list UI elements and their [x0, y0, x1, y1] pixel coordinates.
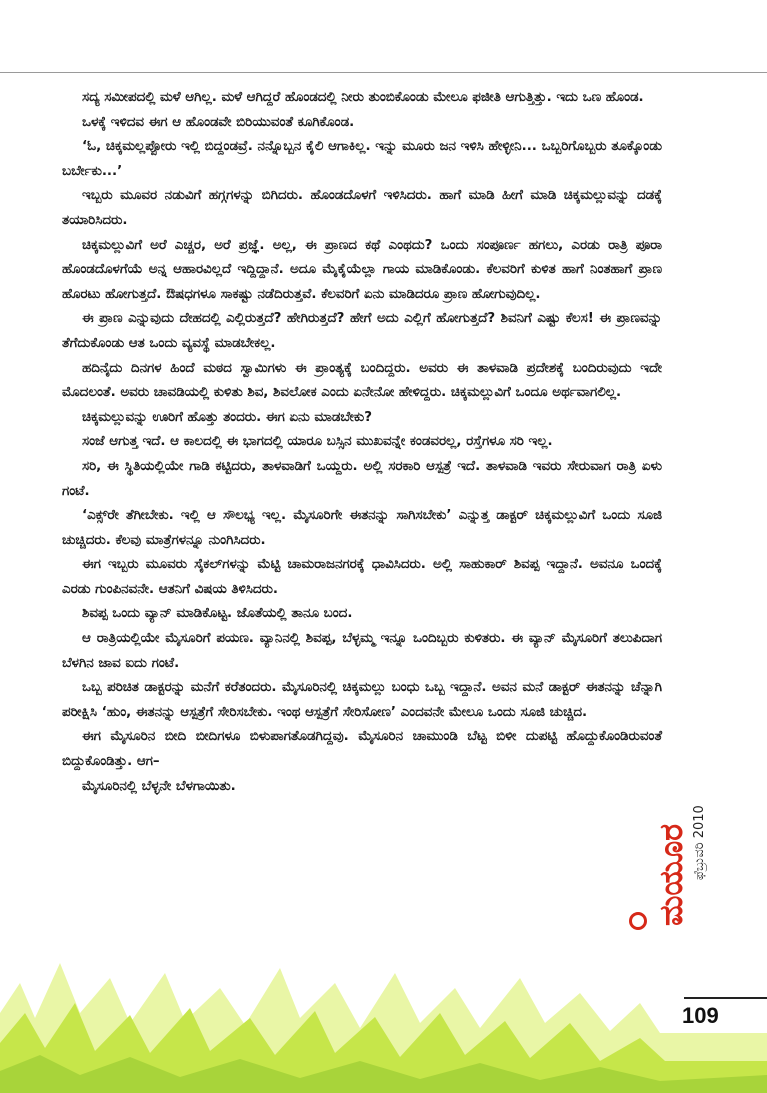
paragraph: ಈಗ ಇಬ್ಬರು ಮೂವರು ಸೈಕಲ್‌ಗಳನ್ನು ಮೆಟ್ಟಿ ಚಾಮರಾಜನಗರಕ್ಕೆ ಧಾವಿಸಿದರು. ಅಲ್ಲಿ ಸಾಹುಕಾರ್ ಶಿವಪ್ಪ ಇದ್ದಾನೆ. ಅವನೂ ಒಂದಕ್ಕೆ ಎರಡು ಗುಂಪಿನವನೇ. ಆತನಿಗೆ ವಿಷಯ ತಿಳಿಸಿದರು. [62, 557, 662, 597]
top-rule [0, 72, 767, 73]
issue-date: ಫೆಬ್ರುವರಿ 2010 [692, 805, 707, 880]
paragraph: ಸರಿ, ಈ ಸ್ಥಿತಿಯಲ್ಲಿಯೇ ಗಾಡಿ ಕಟ್ಟಿದರು, ತಾಳವಾಡಿಗೆ ಒಯ್ದರು. ಅಲ್ಲಿ ಸರಕಾರಿ ಆಸ್ಪತ್ರೆ ಇದೆ. ತಾಳವಾಡಿ ಇವರು ಸೇರುವಾಗ ರಾತ್ರಿ ಏಳು ಗಂಟೆ. [62, 458, 662, 499]
paragraph: ಮೈಸೂರಿನಲ್ಲಿ ಬೆಳ್ಳನೇ ಬೆಳಗಾಯಿತು. [82, 778, 236, 794]
paragraph: ‘ಓ, ಚಿಕ್ಕಮಲ್ಲಪ್ಪೋರು ಇಲ್ಲಿ ಬಿದ್ದಂಡವ್ರೆ. ನನ್ನೊಬ್ಬನ ಕೈಲಿ ಆಗಾಕಿಲ್ಲ. ಇನ್ನು ಮೂರು ಜನ ಇಳಿಸಿ ಹೇಳ್ಳೀನಿ... ಒಬ್ಬರಿಗೊಬ್ಬರು ತೂಕ್ಕೊಂಡು ಬರ್ಬೇಕು...’ [62, 139, 662, 179]
paragraph: ಒಳಕ್ಕೆ ಇಳಿದವ ಈಗ ಆ ಹೊಂಡವೇ ಬಿರಿಯುವಂತೆ ಕೂಗಿಕೊಂಡ. [82, 114, 355, 130]
paragraph: ‘ಎಕ್ಸ್‌ರೇ ತೆಗೀಬೇಕು. ಇಲ್ಲಿ ಆ ಸೌಲಭ್ಯ ಇಲ್ಲ. ಮೈಸೂರಿಗೇ ಈತನನ್ನು ಸಾಗಿಸಬೇಕು’ ಎನ್ನುತ್ತ ಡಾಕ್ಟರ್ ಚಿಕ್ಕಮಲ್ಲುವಿಗೆ ಒಂದು ಸೂಜಿ ಚುಚ್ಚಿದರು. ಕೆಲವು ಮಾತ್ರೆಗಳನ್ನೂ ನುಂಗಿಸಿದರು. [62, 508, 662, 548]
paragraph: ಈಗ ಮೈಸೂರಿನ ಬೀದಿ ಬೀದಿಗಳೂ ಬಿಳುಪಾಗತೊಡಗಿದ್ದವು. ಮೈಸೂರಿನ ಚಾಮುಂಡಿ ಬೆಟ್ಟ ಬಿಳೀ ದುಪಟ್ಟಿ ಹೊದ್ದುಕೊಂಡಿರುವಂತೆ ಬಿದ್ದುಕೊಂಡಿತ್ತು. ಆಗ– [62, 729, 662, 770]
page-number: 109 [682, 1003, 719, 1028]
paragraph: ಶಿವಪ್ಪ ಒಂದು ವ್ಯಾನ್ ಮಾಡಿಕೊಟ್ಟ. ಜೊತೆಯಲ್ಲಿ ತಾನೂ ಬಂದ. [82, 606, 353, 622]
paragraph: ಒಬ್ಬ ಪರಿಚಿತ ಡಾಕ್ಟರನ್ನು ಮನೆಗೆ ಕರೆತಂದರು. ಮೈಸೂರಿನಲ್ಲಿ ಚಿಕ್ಕಮಲ್ಲು ಬಂಧು ಒಬ್ಬ ಇದ್ದಾನೆ. ಅವನ ಮನೆ ಡಾಕ್ಟರ್ ಈತನನ್ನು ಚೆನ್ನಾಗಿ ಪರೀಕ್ಷಿಸಿ ‘ಹುಂ, ಈತನನ್ನು ಆಸ್ಪತ್ರೆಗೆ ಸೇರಿಸಬೇಕು. ಇಂಥ ಆಸ್ಪತ್ರೆಗೆ ಸೇರಿಸೋಣ’ ಎಂದವನೇ ಮೇಲೂ ಒಂದು ಸೂಜಿ ಚುಚ್ಚಿದ. [62, 680, 662, 720]
paragraph: ಸಂಜೆ ಆಗುತ್ತ ಇದೆ. ಆ ಕಾಲದಲ್ಲಿ ಈ ಭಾಗದಲ್ಲಿ ಯಾರೂ ಬಸ್ಸಿನ ಮುಖವನ್ನೇ ಕಂಡವರಲ್ಲ, ರಸ್ತೆಗಳೂ ಸರಿ ಇಲ್ಲ. [82, 434, 553, 450]
paragraph: ಸದ್ಯ ಸಮೀಪದಲ್ಲಿ ಮಳೆ ಆಗಿಲ್ಲ. ಮಳೆ ಆಗಿದ್ದರೆ ಹೊಂಡದಲ್ಲಿ ನೀರು ತುಂಬಿಕೊಂಡು ಮೇಲೂ ಫಜೀತಿ ಆಗುತ್ತಿತ್ತು. ಇದು ಒಣ ಹೊಂಡ. [82, 90, 644, 105]
paragraph: ಈ ಪ್ರಾಣ ಎನ್ನುವುದು ದೇಹದಲ್ಲಿ ಎಲ್ಲಿರುತ್ತದೆ? ಹೇಗಿರುತ್ತದೆ? ಹೇಗೆ ಅದು ಎಲ್ಲಿಗೆ ಹೋಗುತ್ತದೆ? ಶಿವನಿಗೆ ಎಷ್ಟು ಕೆಲಸ! ಈ ಪ್ರಾಣವನ್ನು ತೆಗೆದುಕೊಂಡು ಆತ ಒಂದು ವ್ಯವಸ್ಥೆ ಮಾಡಬೇಕಲ್ಲ. [62, 311, 662, 351]
page-number-rule [684, 997, 767, 999]
red-ring-icon [629, 912, 647, 930]
paragraph: ಚಿಕ್ಕಮಲ್ಲುವಿಗೆ ಅರೆ ಎಚ್ಚರ, ಅರೆ ಪ್ರಜ್ಞೆ. ಅಲ್ಲ, ಈ ಪ್ರಾಣದ ಕಥೆ ಎಂಥದು? ಒಂದು ಸಂಪೂರ್ಣ ಹಗಲು, ಎರಡು ರಾತ್ರಿ ಪೂರಾ ಹೊಂಡದೊಳಗೆಯೆ ಅನ್ನ ಆಹಾರವಿಲ್ಲದೆ ಇದ್ದಿದ್ದಾನೆ. ಅದೂ ಮೈಕೈಯೆಲ್ಲಾ ಗಾಯ ಮಾಡಿಕೊಂಡು. ಕೆಲವರಿಗೆ ಕುಳಿತ ಹಾಗೆ ನಿಂತಹಾಗೆ ಪ್ರಾಣ ಹೊರಟು ಹೋಗುತ್ತದೆ. ಔಷಧಗಳೂ ಸಾಕಷ್ಟು ನಡೆದಿರುತ್ತವೆ. ಕೆಲವರಿಗೆ ಏನು ಮಾಡಿದರೂ ಪ್ರಾಣ ಹೋಗುವುದಿಲ್ಲ. [62, 237, 662, 302]
paragraph: ಆ ರಾತ್ರಿಯಲ್ಲಿಯೇ ಮೈಸೂರಿಗೆ ಪಯಣ. ವ್ಯಾನಿನಲ್ಲಿ ಶಿವಪ್ಪ, ಬೆಳ್ಳಮ್ಮ ಇನ್ನೂ ಒಂದಿಬ್ಬರು ಕುಳಿತರು. ಈ ವ್ಯಾನ್ ಮೈಸೂರಿಗೆ ತಲುಪಿದಾಗ ಬೆಳಗಿನ ಜಾವ ಐದು ಗಂಟೆ. [62, 631, 662, 671]
paragraph: ಚಿಕ್ಕಮಲ್ಲುವನ್ನು ಊರಿಗೆ ಹೊತ್ತು ತಂದರು. ಈಗ ಏನು ಮಾಡಬೇಕು? [82, 409, 372, 425]
paragraph: ಇಬ್ಬರು ಮೂವರ ನಡುವಿಗೆ ಹಗ್ಗಗಳನ್ನು ಬಿಗಿದರು. ಹೊಂಡದೊಳಗೆ ಇಳಿಸಿದರು. ಹಾಗೆ ಮಾಡಿ ಹೀಗೆ ಮಾಡಿ ಚಿಕ್ಕಮಲ್ಲುವನ್ನು ದಡಕ್ಕೆ ತಯಾರಿಸಿದರು. [62, 188, 662, 228]
article-body [62, 86, 662, 799]
grass-decoration [0, 943, 767, 1093]
paragraph: ಹದಿನೈದು ದಿನಗಳ ಹಿಂದೆ ಮಠದ ಸ್ವಾಮಿಗಳು ಈ ಪ್ರಾಂತ್ಯಕ್ಕೆ ಬಂದಿದ್ದರು. ಅವರು ಈ ತಾಳವಾಡಿ ಪ್ರದೇಶಕ್ಕೆ ಬಂದಿರುವುದು ಇದೇ ಮೊದಲಂತೆ. ಅವರು ಚಾವಡಿಯಲ್ಲಿ ಕುಳಿತು ಶಿವ, ಶಿವಲೋಕ ಎಂದು ಏನೇನೋ ಹೇಳಿದ್ದರು. ಚಿಕ್ಕಮಲ್ಲುವಿಗೆ ಒಂದೂ ಅರ್ಥವಾಗಲಿಲ್ಲ. [62, 360, 662, 401]
magazine-logo: ಮಯೂರ [652, 823, 690, 926]
